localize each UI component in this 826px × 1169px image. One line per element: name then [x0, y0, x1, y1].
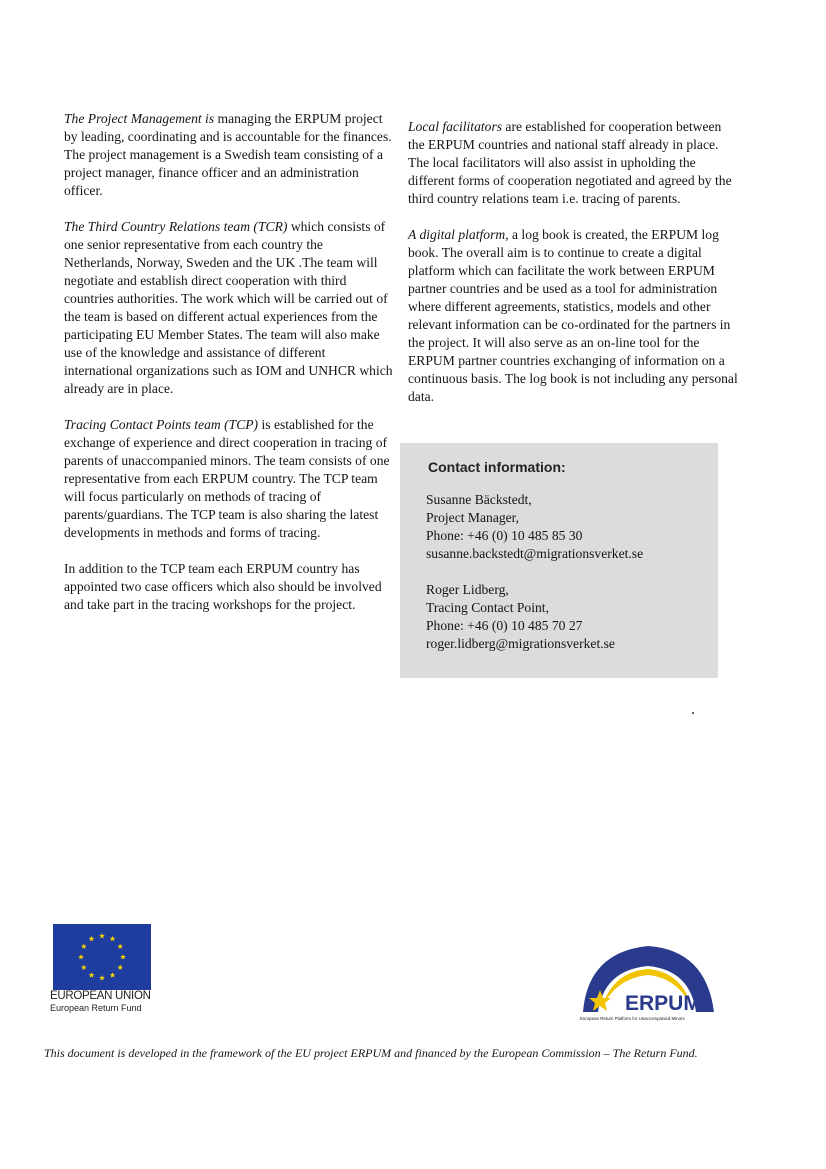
contact-name: Susanne Bäckstedt, [426, 492, 532, 507]
project-management-paragraph [64, 110, 394, 200]
contact-information-box [400, 443, 718, 678]
case-officers-body: In addition to the TCP team each ERPUM country has appointed two case officers which also should be involved and take part in the tracing workshops for the project. [64, 561, 382, 612]
case-officers-paragraph [64, 560, 394, 614]
tcp-lead: Tracing Contact Points team (TCP) [64, 417, 259, 432]
eu-star-icon [89, 936, 95, 941]
digital-platform-body: , a log book is created, the ERPUM log book. The overall aim is to continue to create a digital platform which can facilitate the work between ERPUM partner countries and be used as a tool for administration where different agreements, statistics, models and other relevant information can be co-ordinated for the partners in the project. It will also serve as an on-line tool for the ERPUM partner countries exchanging of information on a continuous basis. The log book is not including any personal data. [408, 227, 738, 404]
local-facilitators-paragraph [408, 118, 738, 208]
tcp-paragraph [64, 416, 394, 542]
eu-star-icon [81, 944, 87, 949]
contact-role: Tracing Contact Point, [426, 600, 549, 615]
tcr-lead: The Third Country Relations team (TCR) [64, 219, 288, 234]
local-facilitators-body: are established for cooperation between the ERPUM countries and national staff already in place. The local facilitators will also assist in upholding the different forms of cooperation negotiated and agreed by the third country relations team i.e. tracing of parents. [408, 119, 732, 206]
eu-flag-icon [53, 924, 151, 990]
eu-logo-caption [50, 990, 151, 1014]
project-management-lead: The Project Management is [64, 111, 215, 126]
contact-role: Project Manager, [426, 510, 520, 525]
eu-star-icon [99, 975, 105, 980]
contact-email: roger.lidberg@migrationsverket.se [426, 636, 615, 651]
eu-star-icon [99, 933, 105, 938]
contact-phone: Phone: +46 (0) 10 485 70 27 [426, 618, 583, 633]
eu-fund-label: European Return Fund [50, 1003, 142, 1013]
contact-person [426, 581, 615, 653]
left-column [64, 110, 394, 632]
eu-union-label: EUROPEAN UNION [50, 990, 151, 1002]
eu-star-icon [110, 936, 116, 941]
erpum-tagline: European Return Platform for Unaccompanied Minors [580, 1016, 685, 1021]
eu-star-icon [81, 965, 87, 970]
contact-person [426, 491, 643, 563]
tcr-paragraph [64, 218, 394, 398]
tcp-body: is established for the exchange of experience and direct cooperation in tracing of parents of unaccompanied minors. The team consists of one representative from each ERPUM country. The TCP team will focus particularly on methods of tracing of parents/guardians. The TCP team is also sharing the latest developments in methods and forms of tracing. [64, 417, 390, 540]
tcr-body: which consists of one senior representative from each country the Netherlands, Norway, Sweden and the UK .The team will negotiate and establish direct cooperation with third countries authorities. The work which will be carried out of the team is based on different actual experiences from the participating EU Member States. The team will also make use of the knowledge and assistance of different international organizations such as IOM and UNHCR which already are in place. [64, 219, 393, 396]
contact-phone: Phone: +46 (0) 10 485 85 30 [426, 528, 583, 543]
eu-star-icon [117, 944, 123, 949]
eu-star-icon [78, 954, 84, 959]
contact-email: susanne.backstedt@migrationsverket.se [426, 546, 644, 561]
digital-platform-paragraph [408, 226, 738, 406]
eu-star-icon [110, 972, 116, 977]
erpum-logo-text: ERPUM [625, 992, 701, 1015]
project-management-body: managing the ERPUM project by leading, coordinating and is accountable for the finances. The project management is a Swedish team consisting of a project manager, finance officer and an administration officer. [64, 111, 392, 198]
stray-mark [692, 712, 694, 714]
contact-heading: Contact information: [428, 459, 566, 475]
eu-star-icon [120, 954, 126, 959]
eu-stars-icon [53, 924, 151, 990]
right-column [408, 118, 738, 424]
contact-name: Roger Lidberg, [426, 582, 509, 597]
local-facilitators-lead: Local facilitators [408, 119, 503, 134]
eu-star-icon [117, 965, 123, 970]
digital-platform-lead: A digital platform [408, 227, 506, 242]
footer-note: This document is developed in the framework of the EU project ERPUM and financed by the European Commission – The Return Fund. [44, 1046, 698, 1060]
eu-star-icon [89, 972, 95, 977]
erpum-logo [578, 928, 718, 1026]
